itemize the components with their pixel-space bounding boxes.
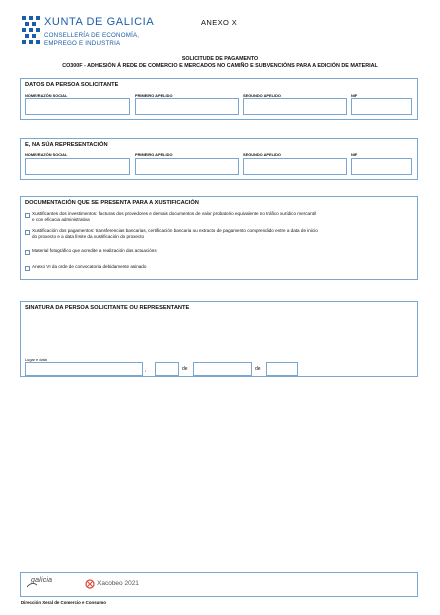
- applicant-surname2-field[interactable]: [243, 98, 347, 115]
- footer-organization: Dirección Xeral de Comercio e Consumo: [21, 600, 106, 605]
- document-checkbox[interactable]: [25, 230, 30, 235]
- applicant-nif-label: NIF: [351, 93, 358, 98]
- xacobeo-logo: Xacobeo 2021: [97, 580, 139, 587]
- document-item: [25, 249, 413, 257]
- document-item-line1: Material fotográfico que acredite a realización das actuacións: [32, 248, 157, 253]
- representative-nif-field[interactable]: [351, 158, 412, 175]
- applicant-surname1-field[interactable]: [135, 98, 239, 115]
- logo-title: XUNTA DE GALICIA: [44, 16, 155, 28]
- signature-section: [20, 301, 418, 377]
- document-item-line2: e con eficacia administrativa: [32, 217, 90, 222]
- representative-name-field[interactable]: [25, 158, 130, 175]
- document-item: [25, 229, 413, 243]
- day-field[interactable]: [155, 362, 179, 376]
- signature-section-title: SINATURA DA PERSOA SOLICITANTE OU REPRESENTANTE: [25, 305, 190, 311]
- de-label-2: de: [255, 366, 261, 372]
- applicant-surname1-label: PRIMEIRO APELIDO: [135, 93, 173, 98]
- galicia-logo: galicia: [31, 577, 53, 584]
- representative-section: [20, 138, 418, 180]
- document-checkbox[interactable]: [25, 213, 30, 218]
- de-label-1: de: [182, 366, 188, 372]
- document-item-line1: Xustificación dos pagamentos: transferencias bancarias, certificación bancaria ou extracto de pagamento comprendido entre a data de inicio: [32, 228, 318, 233]
- applicant-surname2-label: SEGUNDO APELIDO: [243, 93, 281, 98]
- representative-surname2-field[interactable]: [243, 158, 347, 175]
- year-field[interactable]: [266, 362, 298, 376]
- representative-nif-label: NIF: [351, 152, 358, 157]
- representative-surname2-label: SEGUNDO APELIDO: [243, 152, 281, 157]
- documentation-section: [20, 196, 418, 280]
- place-date-label: Lugar e data: [25, 357, 47, 362]
- applicant-section: [20, 78, 418, 120]
- representative-surname1-label: PRIMEIRO APELIDO: [135, 152, 173, 157]
- month-field[interactable]: [193, 362, 252, 376]
- place-field[interactable]: [25, 362, 143, 376]
- xunta-logo: [20, 14, 155, 54]
- document-item-line2: do proxecto e a data límite da xustificación do proxecto: [32, 234, 145, 239]
- document-item-line1: Xustificantes dos investimentos: facturas dos provedores e demais documentos de valor probatorio equivalente no tráfico xurídico mercantil: [32, 211, 316, 216]
- applicant-name-label: NOME/RAZÓN SOCIAL: [25, 93, 68, 98]
- representative-section-title: E, NA SÚA REPRESENTACIÓN: [25, 142, 108, 148]
- logo-subtitle-1: CONSELLERÍA DE ECONOMÍA,: [44, 32, 140, 39]
- document-checkbox[interactable]: [25, 266, 30, 271]
- applicant-nif-field[interactable]: [351, 98, 412, 115]
- document-item: [25, 265, 413, 273]
- procedure-title: CO300F - ADHESIÓN Á REDE DE COMERCIO E MERCADOS NO CAMIÑO E SUBVENCIÓNS PARA A EDICIÓN DE MATERIAL: [62, 63, 378, 69]
- representative-name-label: NOME/RAZÓN SOCIAL: [25, 152, 68, 157]
- document-item: [25, 212, 413, 226]
- xunta-emblem-icon: [20, 14, 42, 50]
- logo-subtitle-2: EMPREGO E INDUSTRIA: [44, 40, 121, 47]
- xacobeo-icon: [85, 579, 95, 589]
- applicant-name-field[interactable]: [25, 98, 130, 115]
- comma-separator: ,: [145, 367, 147, 373]
- document-item-line1: Anexo VI da orde de convocatoria debidamente asinado: [32, 264, 147, 269]
- document-checkbox[interactable]: [25, 250, 30, 255]
- annex-label: ANEXO X: [201, 18, 238, 27]
- representative-surname1-field[interactable]: [135, 158, 239, 175]
- request-title: SOLICITUDE DE PAGAMENTO: [181, 56, 259, 62]
- footer-logos: [20, 572, 418, 597]
- applicant-section-title: DATOS DA PERSOA SOLICITANTE: [25, 82, 119, 88]
- documentation-section-title: DOCUMENTACIÓN QUE SE PRESENTA PARA A XUSTIFICACIÓN: [25, 200, 199, 206]
